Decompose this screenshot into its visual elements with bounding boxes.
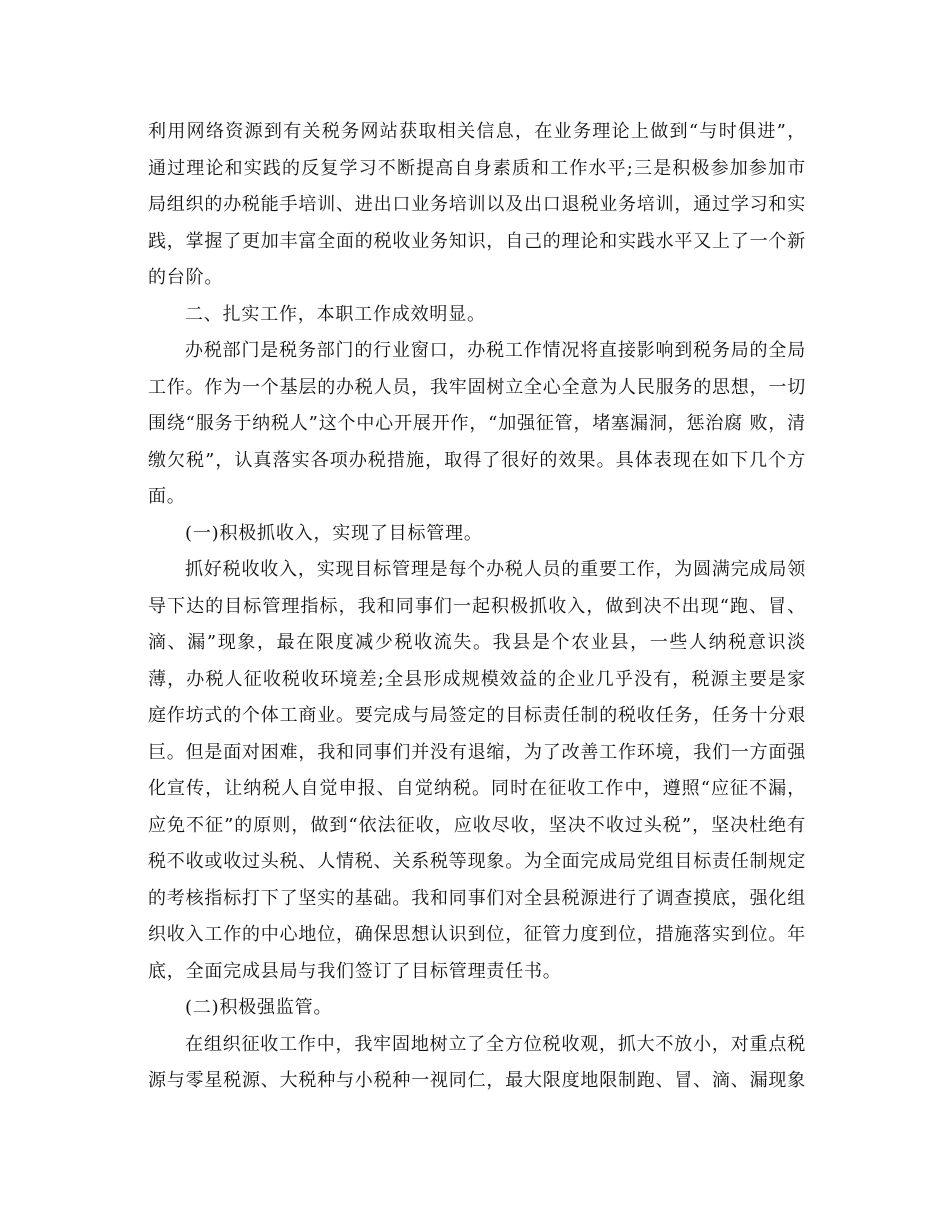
subsection-heading-2: (二)积极强监管。 — [185, 997, 333, 1018]
paragraph-work-overview: 办税部门是税务部门的行业窗口，办税工作情况将直接影响到税务局的全局工作。作为一个基层的办税人员，我牢固树立全心全意为人民服务的思想，一切围绕“服务于纳税人”这个中心开展开作，“加强征管，堵塞漏洞，惩治腐 败，清缴欠税”，认真落实各项办税措施，取得了很好的效果。具体表现在如下几个方面。 — [148, 340, 806, 507]
document-body — [148, 114, 806, 1100]
paragraph-supervision: 在组织征收工作中，我牢固地树立了全方位税收观，抓大不放小，对重点税源与零星税源、大税种与小税种一视同仁，最大限度地限制跑、冒、滴、漏现象 — [148, 1033, 806, 1091]
paragraph-revenue: 抓好税收收入，实现目标管理是每个办税人员的重要工作，为圆满完成局领导下达的目标管理指标，我和同事们一起积极抓收入，做到决不出现“跑、冒、滴、漏”现象，最在限度减少税收流失。我县是个农业县，一些人纳税意识淡薄，办税人征收税收环境差;全县形成规模效益的企业几乎没有，税源主要是家庭作坊式的个体工商业。要完成与局签定的目标责任制的税收任务，任务十分艰巨。但是面对困难，我和同事们并没有退缩，为了改善工作环境，我们一方面强化宣传，让纳税人自觉申报、自觉纳税。同时在征收工作中，遵照“应征不漏，应免不征”的原则，做到“依法征收，应收尽收，坚决不收过头税”，坚决杜绝有税不收或收过头税、人情税、关系税等现象。为全面完成局党组目标责任制规定的考核指标打下了坚实的基础。我和同事们对全县税源进行了调查摸底，强化组织收入工作的中心地位，确保思想认识到位，征管力度到位，措施落实到位。年底，全面完成县局与我们签订了目标管理责任书。 — [148, 559, 806, 982]
section-heading-2: 二、扎实工作，本职工作成效明显。 — [185, 303, 486, 325]
subsection-heading-1: (一)积极抓收入，实现了目标管理。 — [185, 522, 483, 544]
paragraph-continuation: 利用网络资源到有关税务网站获取相关信息，在业务理论上做到“与时俱进”，通过理论和实践的反复学习不断提高自身素质和工作水平;三是积极参加参加市局组织的办税能手培训、进出口业务培训以及出口退税业务培训，通过学习和实践，掌握了更加丰富全面的税收业务知识，自己的理论和实践水平又上了一个新的台阶。 — [148, 121, 806, 288]
